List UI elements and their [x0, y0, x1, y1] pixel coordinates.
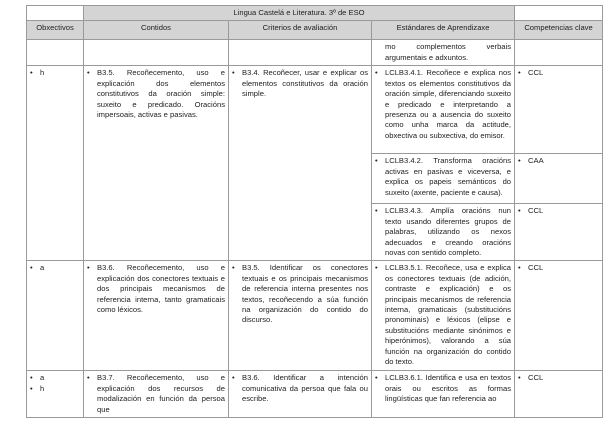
row2-contido: • B3.6. Recoñecemento, uso e explicación dos conectores textuais e dos principais mecanismos de referencia interna, tanto gramaticais como léxicos.	[84, 261, 229, 371]
list-item: • a	[30, 263, 45, 273]
curriculum-table	[26, 5, 603, 418]
row3-standard-1: • LCLB3.6.1. Identifica e usa en textos orais ou escritos as formas lingüísticas que fan referencia ao	[372, 371, 515, 418]
cont-comp-cell	[515, 40, 603, 66]
header-criterios: Criterios de avaliación	[229, 21, 372, 40]
list-item: • h	[30, 68, 45, 78]
row1-comp-2: • CAA	[515, 154, 603, 204]
title-corner-right	[515, 6, 603, 21]
row1-comp-1: • CCL	[515, 66, 603, 154]
row2-comp-1: • CCL	[515, 261, 603, 371]
cont-criterio-cell	[229, 40, 372, 66]
title-corner	[27, 6, 84, 21]
row3-comp-1: • CCL	[515, 371, 603, 418]
header-competencias: Competencias clave	[515, 21, 603, 40]
list-item: • h	[30, 383, 45, 393]
row3-obxectivos	[27, 371, 84, 418]
row3-contido: • B3.7. Recoñecemento, uso e explicación dos recursos de modalización en función da persoa que	[84, 371, 229, 418]
table-title: Lingua Castelá e Literatura. 3º de ESO	[84, 6, 515, 21]
cont-obj-cell	[27, 40, 84, 66]
cont-contido-cell	[84, 40, 229, 66]
list-item: • a	[30, 373, 45, 383]
row1-contido: • B3.5. Recoñecemento, uso e explicación dos elementos constitutivos da oración simple: suxeito e predicado. Oracións impersoais, activas e pasivas.	[84, 66, 229, 261]
header-estandares: Estándares de Aprendizaxe	[372, 21, 515, 40]
cont-standard-cell	[372, 40, 515, 66]
continuation-text: mo complementos verbais argumentais e adxuntos.	[385, 42, 512, 62]
header-contidos: Contidos	[84, 21, 229, 40]
row2-standard-1: • LCLB3.5.1. Recoñece, usa e explica os conectores textuais (de adición, contraste e explicación) e os principais mecanismos de referencia interna, gramaticais (substitucións pronominais) e léxicos (elipse e substitucións mediante sinónimos e hiperónimos), valorando a súa función na organización do contido do texto.	[372, 261, 515, 371]
row1-standard-1: • LCLB3.4.1. Recoñece e explica nos textos os elementos constitutivos da oración simple, diferenciando suxeito e predicado e interpretando a presenza ou a ausencia do suxeito como unha marca da actitude, obxectiva ou subxectiva, do emisor.	[372, 66, 515, 154]
row1-obxectivos	[27, 66, 84, 261]
row3-criterio: • B3.6. Identificar a intención comunicativa da persoa que fala ou escribe.	[229, 371, 372, 418]
row1-comp-3: • CCL	[515, 204, 603, 261]
row2-obxectivos	[27, 261, 84, 371]
row1-standard-3: • LCLB3.4.3. Amplía oracións nun texto usando diferentes grupos de palabras, utilizando os nexos adecuados e creando oracións novas con sentido completo.	[372, 204, 515, 261]
row1-criterio: • B3.4. Recoñecer, usar e explicar os elementos constitutivos da oración simple.	[229, 66, 372, 261]
row2-criterio: • B3.5. Identificar os conectores textuais e os principais mecanismos de referencia interna presentes nos textos, recoñecendo a súa función na organización do contido do discurso.	[229, 261, 372, 371]
row1-standard-2: • LCLB3.4.2. Transforma oracións activas en pasivas e viceversa, e explica os papeis semánticos do suxeito (axente, paciente e causa).	[372, 154, 515, 204]
header-obxectivos: Obxectivos	[27, 21, 84, 40]
